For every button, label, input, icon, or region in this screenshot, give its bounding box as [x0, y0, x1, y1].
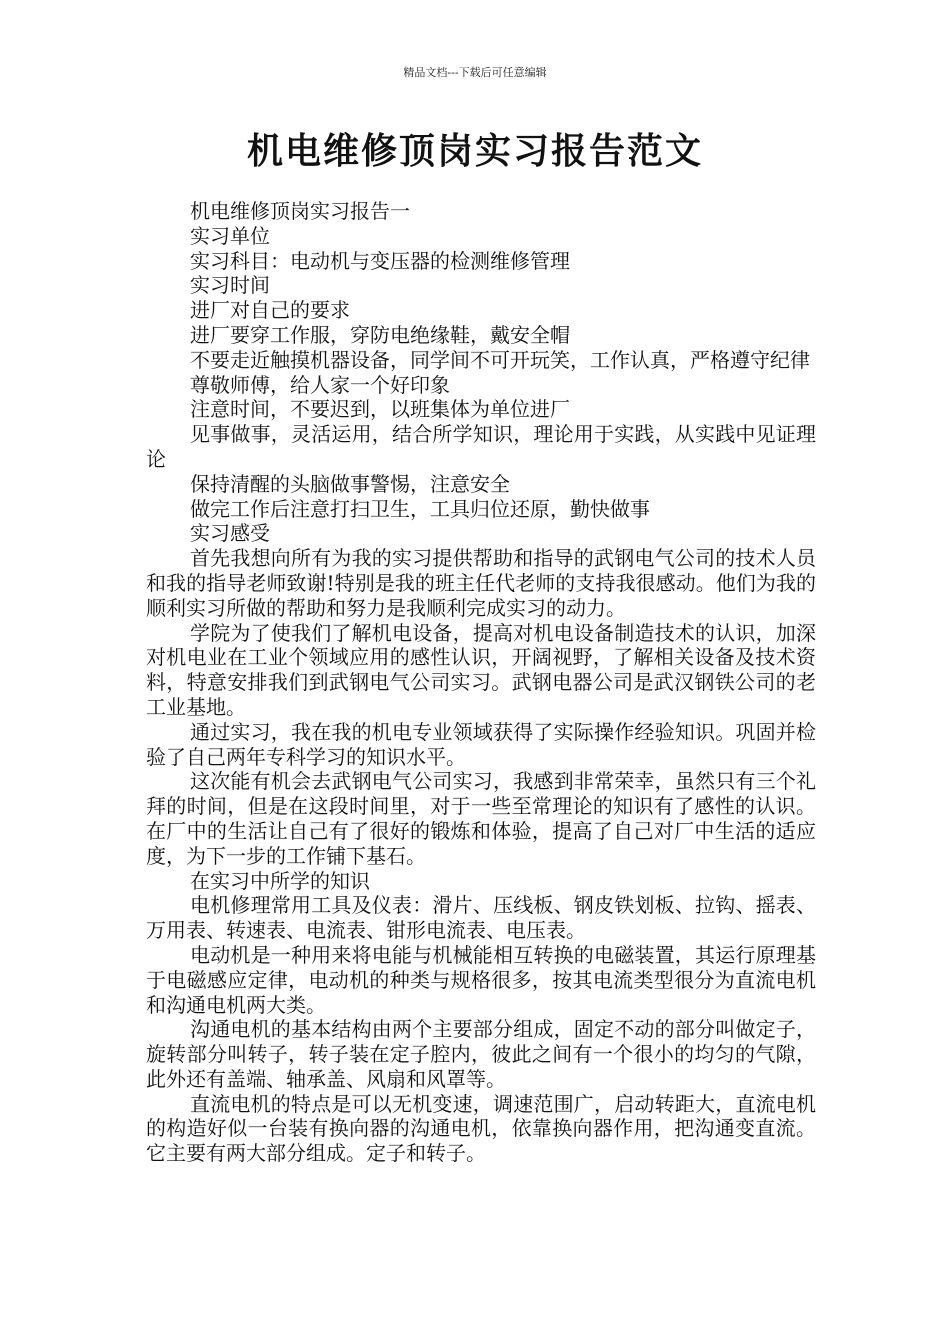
- paragraph: 见事做事，灵活运用，结合所学知识，理论用于实践，从实践中见证理论: [146, 422, 816, 471]
- paragraph: 这次能有机会去武钢电气公司实习，我感到非常荣幸，虽然只有三个礼拜的时间，但是在这段时间里，对于一些至常理论的知识有了感性的认识。在厂中的生活让自己有了很好的锻炼和体验，提高了自己对厂中生活的适应度，为下一步的工作铺下基石。: [146, 769, 816, 868]
- paragraph: 不要走近触摸机器设备，同学间不可开玩笑，工作认真，严格遵守纪律: [190, 347, 810, 372]
- paragraph: 直流电机的特点是可以无机变速，调速范围广，启动转距大，直流电机的构造好似一台装有换向器的沟通电机，依靠换向器作用，把沟通变直流。它主要有两大部分组成。定子和转子。: [146, 1091, 816, 1166]
- document-title: 机电维修顶岗实习报告范文: [246, 131, 703, 172]
- paragraph: 进厂要穿工作服，穿防电绝缘鞋，戴安全帽: [190, 322, 570, 347]
- paragraph: 保持清醒的头脑做事警惕，注意安全: [190, 471, 510, 496]
- paragraph: 沟通电机的基本结构由两个主要部分组成，固定不动的部分叫做定子，旋转部分叫转子，转子装在定子腔内，彼此之间有一个很小的均匀的气隙，此外还有盖端、轴承盖、风扇和风罩等。: [146, 1017, 816, 1091]
- paragraph: 实习感受: [190, 521, 270, 546]
- paragraph: 在实习中所学的知识: [190, 868, 370, 893]
- paragraph: 注意时间，不要迟到，以班集体为单位进厂: [190, 397, 570, 422]
- paragraph: 进厂对自己的要求: [190, 298, 350, 323]
- document-body: [146, 199, 816, 1166]
- paragraph: 电机修理常用工具及仪表：滑片、压线板、钢皮铁划板、拉钩、摇表、万用表、转速表、电流表、钳形电流表、电压表。: [146, 893, 816, 943]
- header-note: 精品文档---下载后可任意编辑: [403, 66, 547, 79]
- paragraph: 通过实习，我在我的机电专业领域获得了实际操作经验知识。巩固并检验了自己两年专科学习的知识水平。: [146, 719, 816, 769]
- paragraph: 实习单位: [190, 223, 270, 248]
- paragraph: 首先我想向所有为我的实习提供帮助和指导的武钢电气公司的技术人员和我的指导老师致谢!特别是我的班主任代老师的支持我很感动。他们为我的顺利实习所做的帮助和努力是我顺利完成实习的动力。: [146, 546, 816, 620]
- paragraph: 学院为了使我们了解机电设备，提高对机电设备制造技术的认识，加深对机电业在工业个领域应用的感性认识，开阔视野，了解相关设备及技术资料，特意安排我们到武钢电气公司实习。武钢电器公司是武汉钢铁公司的老工业基地。: [146, 620, 816, 719]
- paragraph: 实习时间: [190, 273, 270, 298]
- paragraph: 实习科目：电动机与变压器的检测维修管理: [190, 248, 570, 273]
- paragraph: 电动机是一种用来将电能与机械能相互转换的电磁装置，其运行原理基于电磁感应定律，电动机的种类与规格很多，按其电流类型很分为直流电机和沟通电机两大类。: [146, 942, 816, 1017]
- paragraph: 做完工作后注意打扫卫生，工具归位还原，勤快做事: [190, 496, 650, 521]
- paragraph: 机电维修顶岗实习报告一: [190, 199, 410, 223]
- paragraph: 尊敬师傅，给人家一个好印象: [190, 372, 450, 397]
